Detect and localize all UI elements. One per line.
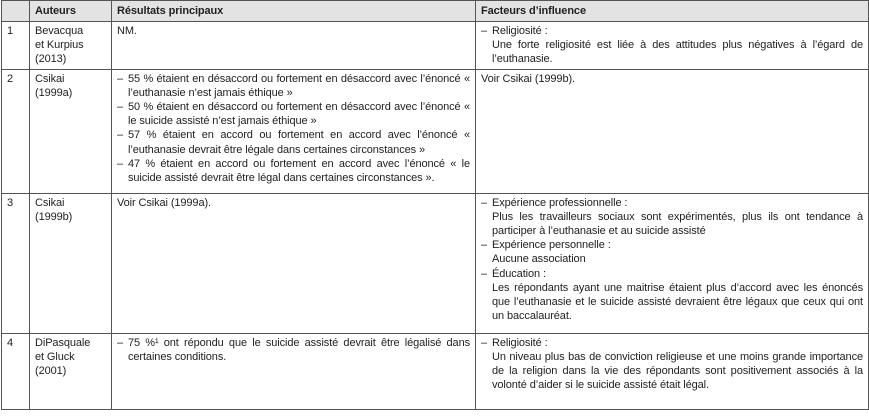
factor-text: Plus les travailleurs sociaux sont expérimentés, plus ils ont tendance à participer à l’euthanasie et au suicide assisté [492,210,863,238]
factor-title: – Religiosité : [492,336,548,349]
result-item: – 50 % étaient en désaccord ou fortement en désaccord avec l’énoncé « le suicide assisté n’est jamais éthique » [117,100,470,128]
factor-text: Un niveau plus bas de conviction religieuse et une moins grande importance de la religion dans la vie des répondants sont positivement associés à la volonté d’aider si le suicide assisté était légal. [492,350,863,392]
factors-cell [476,69,869,193]
row-number: 1 [2,22,30,70]
factor-item [481,196,863,239]
author-line: (1999a) [35,86,73,99]
author-line: Bevacqua [35,25,84,37]
author-cell [30,69,112,193]
author-line: et Gluck [35,350,75,363]
table-row [2,22,869,70]
factor-text: Aucune association [492,253,586,266]
factor-list [481,336,863,393]
factor-title: – Expérience professionnelle : [492,196,628,209]
factor-title: – Éducation : [492,267,546,280]
header-authors: Auteurs [30,1,112,22]
author-line: et Kurpius [35,39,84,52]
factor-item [481,238,863,266]
factor-item [481,336,863,393]
factor-title: – Religiosité : [492,25,548,37]
factors-cell [476,193,869,333]
factors-text: Voir Csikai (1999b). [481,72,575,85]
row-number: 3 [2,193,30,333]
factors-cell [476,333,869,409]
results-list [117,336,470,364]
author-line: (1999b) [35,210,73,223]
table-row [2,333,869,409]
author-line: Csikai [35,196,65,209]
results-cell [112,22,476,70]
header-influence-factors: Facteurs d’influence [476,1,869,22]
header-number [2,1,30,22]
result-item: – 47 % étaient en accord ou fortement en accord avec l’énoncé « le suicide assisté devrait être légal dans certaines circonstances ». [117,157,470,185]
result-item: – 75 %¹ ont répondu que le suicide assisté devrait être légalisé dans certaines conditions. [117,336,470,364]
factor-item [481,267,863,324]
author-line: Csikai [35,72,65,85]
author-cell [30,333,112,409]
literature-table [1,0,869,410]
result-item: – 57 % étaient en accord ou fortement en accord avec l’énoncé « l’euthanasie devrait être légale dans certaines circonstances » [117,128,470,156]
table-row [2,69,869,193]
results-text: NM. [117,25,137,37]
factor-text: Une forte religiosité est liée à des attitudes plus négatives à l’égard de l’euthanasie. [492,39,863,66]
factor-list [481,196,863,324]
factor-list [481,24,863,67]
author-line: DiPasquale [35,336,91,349]
factor-text: Les répondants ayant une maitrise étaient plus d’accord avec les énoncés que l’euthanasie et le suicide assisté devraient être légaux que ceux qui ont un baccalauréat. [492,281,863,323]
row-number: 2 [2,69,30,193]
row-number: 4 [2,333,30,409]
results-cell [112,69,476,193]
author-line: (2001) [35,365,67,378]
result-item: – 55 % étaient en désaccord ou fortement en désaccord avec l’énoncé « l’euthanasie n’est jamais éthique » [117,72,470,100]
results-list [117,72,470,186]
factor-title: – Expérience personnelle : [492,239,611,252]
table-row [2,193,869,333]
header-main-results: Résultats principaux [112,1,476,22]
author-line: (2013) [35,53,67,66]
factors-cell [476,22,869,70]
header-row [2,1,869,22]
author-cell [30,193,112,333]
author-cell [30,22,112,70]
results-text: Voir Csikai (1999a). [117,196,211,209]
results-cell [112,193,476,333]
results-cell [112,333,476,409]
factor-item [481,24,863,67]
